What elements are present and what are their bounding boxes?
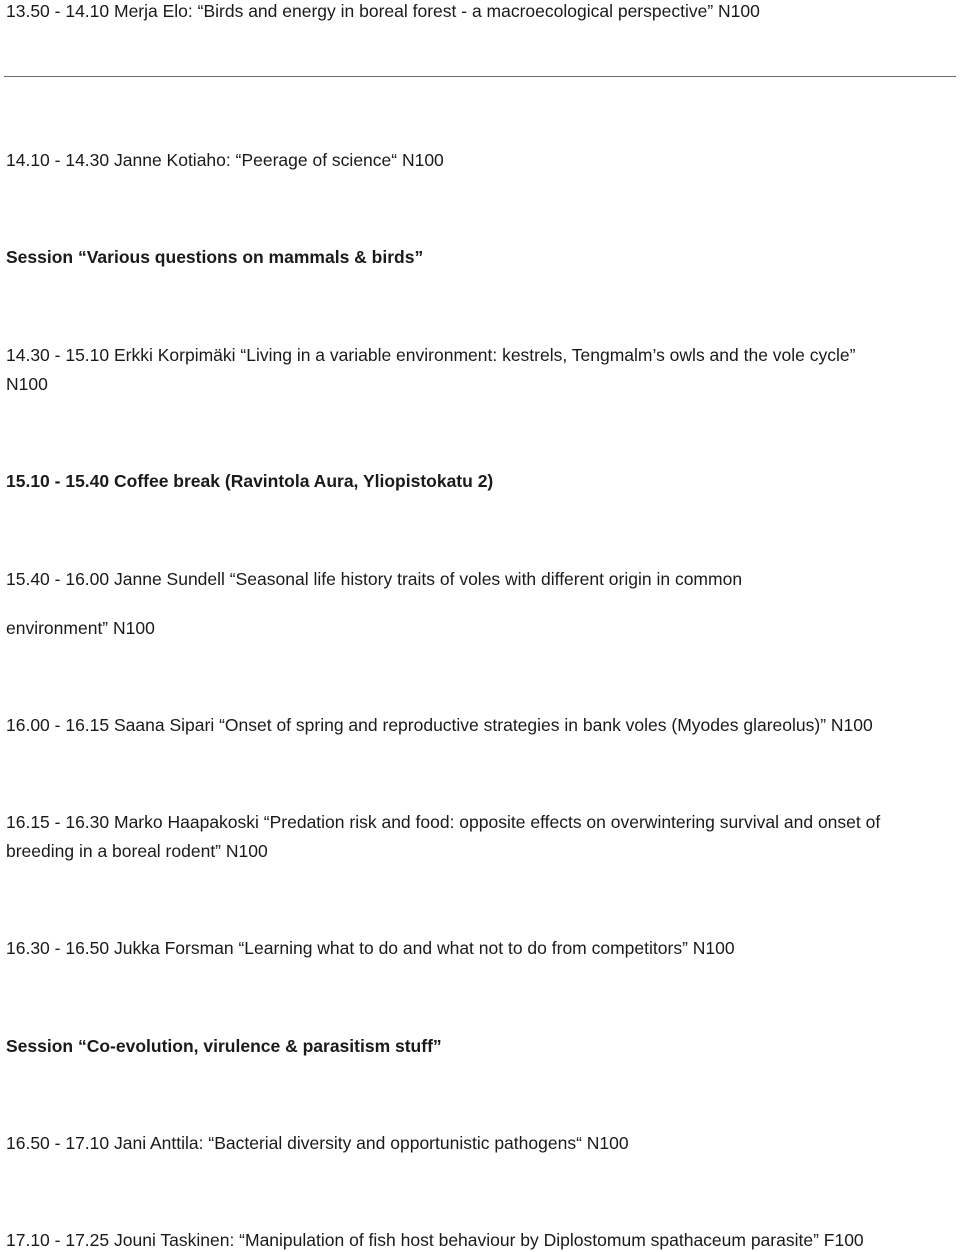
program-entry-forsman: 16.30 - 16.50 Jukka Forsman “Learning what to do and what not to do from competitors” N100 <box>6 938 735 958</box>
program-entry-sipari: 16.00 - 16.15 Saana Sipari “Onset of spring and reproductive strategies in bank voles (Myodes glareolus)” N100 <box>6 715 873 735</box>
session-heading-coevolution: Session “Co-evolution, virulence & parasitism stuff” <box>6 1036 442 1056</box>
program-entry-kotiaho: 14.10 - 14.30 Janne Kotiaho: “Peerage of science“ N100 <box>6 150 444 170</box>
program-entry-haapakoski: 16.15 - 16.30 Marko Haapakoski “Predation risk and food: opposite effects on overwintering survival and onset of <box>6 812 881 832</box>
program-entry-korpimaki: 14.30 - 15.10 Erkki Korpimäki “Living in a variable environment: kestrels, Tengmalm’s owls and the vole cycle” <box>6 345 856 365</box>
program-entry-elo: 13.50 - 14.10 Merja Elo: “Birds and energy in boreal forest - a macroecological perspective” N100 <box>6 1 760 21</box>
program-entry-korpimaki-cont: N100 <box>6 374 48 394</box>
coffee-break-entry: 15.10 - 15.40 Coffee break (Ravintola Aura, Yliopistokatu 2) <box>6 471 494 491</box>
program-entry-taskinen: 17.10 - 17.25 Jouni Taskinen: “Manipulation of fish host behaviour by Diplostomum spathaceum parasite” F100 <box>6 1230 864 1250</box>
program-entry-sundell: 15.40 - 16.00 Janne Sundell “Seasonal life history traits of voles with different origin in common <box>6 569 743 589</box>
program-entry-sundell-cont: environment” N100 <box>6 618 155 638</box>
program-entry-haapakoski-cont: breeding in a boreal rodent” N100 <box>6 841 268 861</box>
program-entry-anttila: 16.50 - 17.10 Jani Anttila: “Bacterial diversity and opportunistic pathogens“ N100 <box>6 1133 629 1153</box>
session-heading-mammals-birds: Session “Various questions on mammals & birds” <box>6 247 424 267</box>
divider <box>4 76 956 77</box>
